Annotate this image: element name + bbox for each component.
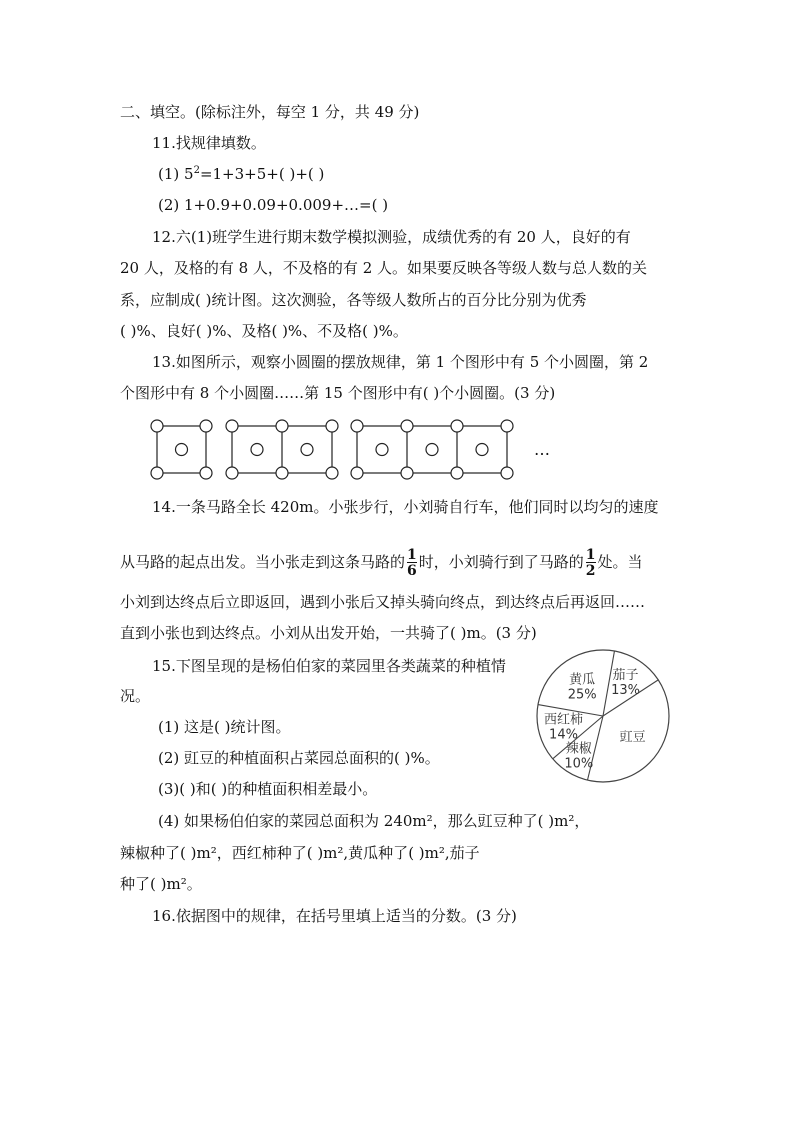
q15-sub1: (1) 这是( )统计图。 — [158, 718, 291, 736]
pie-slice-percent: 14% — [549, 727, 578, 743]
q12-line2: 20 人，及格的有 8 人，不及格的有 2 人。如果要反映各等级人数与总人数的关 — [120, 259, 648, 277]
q13-line1: 13.如图所示，观察小圆圈的摆放规律，第 1 个图形中有 5 个小圆圈，第 2 — [152, 353, 649, 371]
fraction-one-half-denominator: 2 — [585, 563, 596, 579]
pie-slice-label: 茄子 — [612, 667, 639, 683]
fraction-one-sixth-denominator: 6 — [407, 563, 417, 579]
q11-part2: (2) 1+0.9+0.09+0.009+…=( ) — [158, 196, 389, 214]
q14-line2 — [120, 544, 643, 580]
q14-line2-b: 时，小刘骑行到了马路的 — [418, 553, 584, 571]
q14-line1: 14.一条马路全长 420m。小张步行，小刘骑自行车，他们同时以均匀的速度 — [152, 498, 659, 516]
pattern-figure-3 — [351, 420, 513, 479]
fraction-one-half-numerator: 1 — [585, 547, 596, 563]
fraction-one-sixth-numerator: 1 — [407, 547, 417, 563]
pie-slice-percent: 25% — [567, 687, 597, 703]
q15-line1: 15.下图呈现的是杨伯伯家的菜园里各类蔬菜的种植情 — [152, 657, 506, 675]
fraction-one-sixth — [407, 548, 417, 578]
pie-slice-percent: 10% — [564, 756, 594, 772]
q15-sub3: (3)( )和( )的种植面积相差最小。 — [158, 780, 378, 798]
pattern-ellipsis: … — [534, 440, 550, 459]
pie-slice-percent: 13% — [611, 682, 640, 698]
q15-sub4: (4) 如果杨伯伯家的菜园总面积为 240m²，那么豇豆种了( )m²， — [158, 812, 590, 830]
q12-line4: ( )%、良好( )%、及格( )%、不及格( )%。 — [120, 322, 408, 340]
q14-line4: 直到小张也到达终点。小刘从出发开始，一共骑了( )m。(3 分) — [120, 624, 537, 642]
q11-part1-exponent: 2 — [193, 165, 200, 176]
pattern-figure-1 — [151, 420, 212, 479]
q11-part1-pre: (1) 5 — [158, 165, 194, 183]
circle-pattern-figure — [140, 412, 700, 482]
q12-line1: 12.六(1)班学生进行期末数学模拟测验，成绩优秀的有 20 人，良好的有 — [152, 228, 631, 246]
q14-line2-c: 处。当 — [597, 553, 643, 571]
pie-slice-label: 黄瓜 — [569, 672, 596, 688]
q15-sub2: (2) 豇豆的种植面积占菜园总面积的( )%。 — [158, 749, 440, 767]
pie-slice-label: 豇豆 — [619, 729, 646, 745]
fraction-one-half — [586, 548, 596, 578]
q16-line1: 16.依据图中的规律，在括号里填上适当的分数。(3 分) — [152, 907, 517, 925]
vegetable-pie-chart — [535, 648, 675, 798]
pattern-figure-2 — [226, 420, 338, 479]
q14-line3: 小刘到达终点后立即返回，遇到小张后又掉头骑向终点，到达终点后再返回…… — [120, 593, 646, 611]
q11-part1-post: =1+3+5+( )+( ) — [199, 165, 325, 183]
pie-slice-label: 辣椒 — [565, 741, 592, 757]
section-title: 二、填空。(除标注外，每空 1 分，共 49 分) — [120, 103, 420, 121]
q15-sub5: 辣椒种了( )m²，西红柿种了( )m²,黄瓜种了( )m²,茄子 — [120, 844, 480, 862]
q15-line2: 况。 — [120, 687, 151, 705]
q15-sub6: 种了( )m²。 — [120, 875, 202, 893]
pie-slice-label: 西红柿 — [544, 712, 584, 728]
q12-line3: 系，应制成( )统计图。这次测验，各等级人数所占的百分比分别为优秀 — [120, 291, 587, 309]
q11-part1 — [158, 164, 324, 184]
q14-line2-a: 从马路的起点出发。当小张走到这条马路的 — [120, 553, 406, 571]
q11-heading: 11.找规律填数。 — [152, 134, 266, 152]
q13-line2: 个图形中有 8 个小圆圈……第 15 个图形中有( )个小圆圈。(3 分) — [120, 384, 556, 402]
